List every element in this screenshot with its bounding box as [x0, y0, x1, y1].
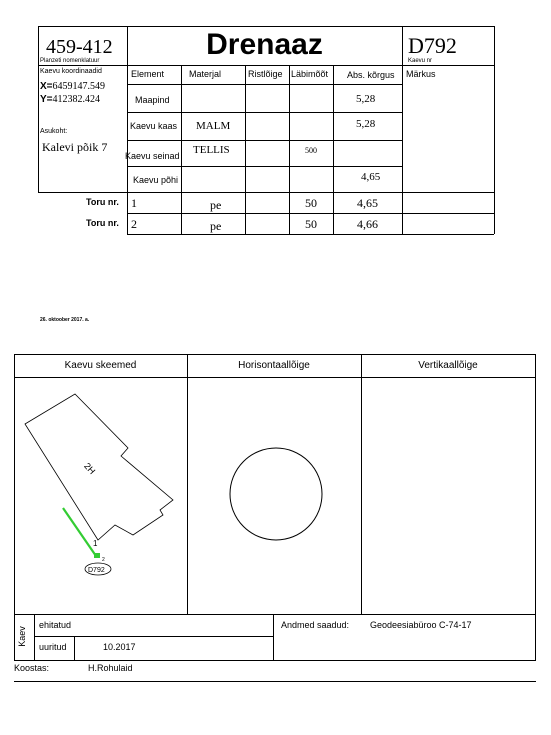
pipe-diameter: 50 — [305, 196, 317, 210]
row-elevation: 4,65 — [361, 171, 381, 183]
col-header-remark: Märkus — [406, 69, 436, 79]
side-label: Kaev — [16, 626, 27, 647]
author-label: Koostas: — [14, 663, 50, 673]
well-id: D792 — [408, 33, 457, 58]
pipe-label: Toru nr. — [86, 218, 119, 228]
author-value: H.Rohulaid — [88, 663, 133, 673]
x-coordinate: X=6459147.549 — [40, 81, 106, 92]
y-coordinate: Y=412382.424 — [40, 94, 101, 105]
col-header-diameter: Läbimõõt — [291, 69, 329, 79]
col-header-material: Materjal — [189, 69, 222, 79]
row-diameter: 500 — [305, 146, 317, 155]
surveyed-label: ehitatud — [39, 620, 72, 630]
coordinates-label: Kaevu koordinaadid — [40, 68, 102, 75]
row-elevation: 5,28 — [356, 118, 376, 130]
pipe-number: 2 — [131, 217, 137, 231]
sketch-header: Kaevu skeemed — [64, 360, 137, 371]
data-source-label: Andmed saadud: — [281, 620, 350, 630]
pipe-diameter: 50 — [305, 217, 317, 231]
vertical-section-header: Vertikaallõige — [418, 360, 478, 371]
measured-date: 10.2017 — [103, 642, 136, 652]
col-header-element: Element — [131, 69, 165, 79]
row-material: MALM — [196, 120, 231, 132]
sheet-caption: Planzeti nomenklatuur — [40, 58, 100, 64]
row-element: Kaevu kaas — [130, 121, 178, 131]
row-element: Kaevu põhi — [133, 175, 179, 185]
location-label: Asukoht: — [40, 128, 68, 135]
well-caption: Kaevu nr — [408, 58, 433, 64]
pipe-number: 1 — [131, 196, 137, 210]
pipe-material: pe — [210, 219, 222, 233]
point-label: 2 — [102, 557, 105, 563]
row-element: Maapind — [135, 95, 170, 105]
pipe-point-marker — [94, 553, 100, 558]
building-outline — [25, 394, 173, 540]
horizontal-section-header: Horisontaallõige — [238, 360, 310, 371]
page-title: Drenaaz — [206, 28, 323, 61]
row-material: TELLIS — [193, 144, 230, 156]
location-value: Kalevi põik 7 — [42, 140, 108, 154]
document-date: 26. oktoober 2017. a. — [40, 317, 90, 323]
site-sketch — [15, 378, 187, 614]
data-source-value: Geodeesiabüroo C-74-17 — [370, 620, 472, 630]
pipe-label: Toru nr. — [86, 197, 119, 207]
building-label: 2H — [82, 460, 98, 477]
measured-label: uuritud — [39, 642, 67, 652]
pipe-elevation: 4,65 — [357, 196, 378, 210]
pipe-elevation: 4,66 — [357, 217, 378, 231]
pipe-label-number: 1 — [93, 539, 98, 548]
well-circle — [230, 448, 322, 540]
horizontal-section-drawing — [188, 378, 361, 614]
col-header-elevation: Abs. kõrgus — [347, 70, 395, 80]
col-header-section: Ristlõige — [248, 69, 283, 79]
sheet-number: 459-412 — [46, 36, 113, 58]
row-elevation: 5,28 — [356, 93, 376, 105]
well-marker-label: D792 — [88, 567, 105, 574]
pipe-material: pe — [210, 198, 222, 212]
row-element: Kaevu seinad — [125, 151, 180, 161]
